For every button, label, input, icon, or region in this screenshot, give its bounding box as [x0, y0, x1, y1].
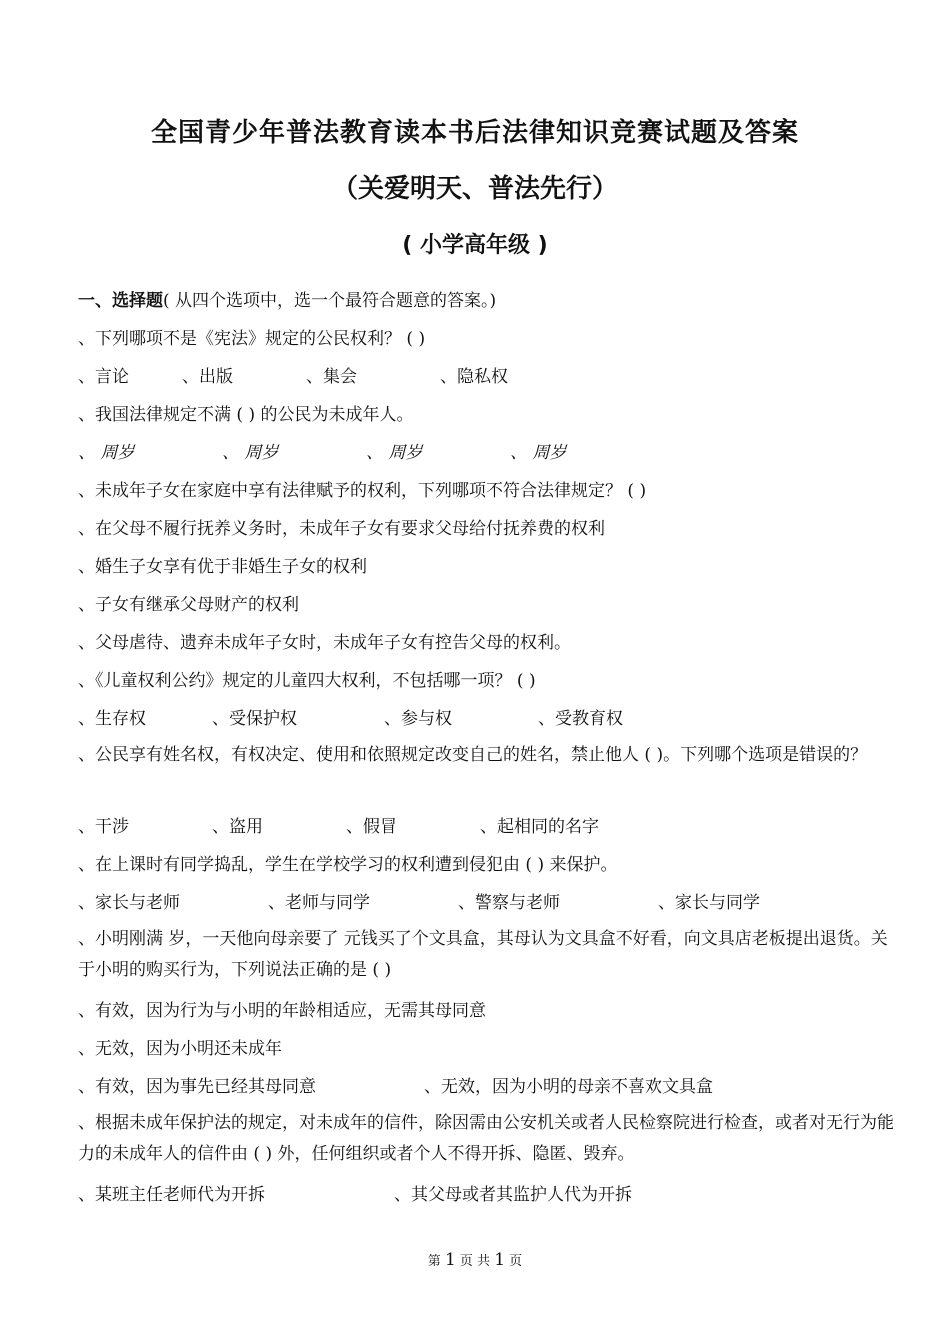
q7-option-b: 、无效，因为小明还未成年	[78, 1039, 282, 1059]
q6-option-c: 、警察与老师	[458, 893, 560, 913]
question-6-options	[78, 892, 760, 914]
footer-middle: 页 共	[459, 1254, 491, 1269]
q4-option-b: 、受保护权	[212, 709, 297, 729]
document-title: 全国青少年普法教育读本书后法律知识竞赛试题及答案	[150, 118, 799, 148]
q3-option-c: 、子女有继承父母财产的权利	[78, 595, 299, 615]
grade-level: ( 小学高年级 )	[402, 233, 548, 258]
section-note: ( 从四个选项中，选一个最符合题意的答案。)	[163, 291, 497, 311]
question-5-options	[78, 816, 599, 838]
q1-option-b: 、出版	[182, 367, 233, 387]
question-5-stem: 、公民享有姓名权，有权决定、使用和依照规定改变自己的姓名，禁止他人 ( )。下列哪个选项是错误的？	[78, 745, 868, 765]
question-2-stem: 、我国法律规定不满 ( ) 的公民为未成年人。	[78, 405, 414, 425]
question-8-options	[78, 1184, 632, 1206]
q1-option-d: 、隐私权	[440, 367, 508, 387]
question-4-options	[78, 708, 623, 730]
question-1-options	[78, 366, 508, 388]
q5-option-a: 、干涉	[78, 817, 129, 837]
question-3-stem: 、未成年子女在家庭中享有法律赋予的权利，下列哪项不符合法律规定？ ( )	[78, 481, 647, 501]
question-7-stem: 、小明刚满 岁，一天他向母亲要了 元钱买了个文具盒，其母认为文具盒不好看，向文具店老板提出退货。关于小明的购买行为，下列说法正确的是 ( )	[78, 929, 888, 980]
q3-option-a: 、在父母不履行抚养义务时，未成年子女有要求父母给付抚养费的权利	[78, 519, 605, 539]
footer-page-number: 1	[444, 1250, 456, 1270]
section-heading: 一、选择题	[78, 291, 163, 311]
footer-page-total: 1	[494, 1250, 506, 1270]
q6-option-d: 、家长与同学	[658, 893, 760, 913]
q1-option-a: 、言论	[78, 367, 129, 387]
q5-option-c: 、假冒	[346, 817, 397, 837]
q3-option-b: 、婚生子女享有优于非婚生子女的权利	[78, 557, 367, 577]
q7-option-d: 、无效，因为小明的母亲不喜欢文具盒	[424, 1077, 713, 1097]
question-8-stem: 、根据未成年保护法的规定，对未成年的信件，除因需由公安机关或者人民检察院进行检查，或者对无行为能力的未成年人的信件由 ( ) 外，任何组织或者个人不得开拆、隐匿、毁弃。	[78, 1113, 894, 1164]
page-footer	[0, 1250, 950, 1270]
q7-option-c: 、有效，因为事先已经其母同意	[78, 1077, 316, 1097]
document-subtitle: （关爱明天、普法先行）	[331, 174, 618, 204]
question-4-stem: 、《儿童权利公约》规定的儿童四大权利，不包括哪一项？ ( )	[78, 671, 536, 691]
question-7-options-row	[78, 1076, 713, 1098]
q5-option-b: 、盗用	[212, 817, 263, 837]
q1-option-c: 、集会	[306, 367, 357, 387]
q2-option-c: 、 周岁	[366, 443, 423, 463]
section-heading-row	[78, 290, 496, 312]
q5-option-d: 、起相同的名字	[480, 817, 599, 837]
q3-option-d: 、父母虐待、遗弃未成年子女时，未成年子女有控告父母的权利。	[78, 633, 571, 653]
q6-option-a: 、家长与老师	[78, 893, 180, 913]
question-1-stem: 、下列哪项不是《宪法》规定的公民权利？ ( )	[78, 329, 426, 349]
q4-option-c: 、参与权	[384, 709, 452, 729]
q2-option-b: 、 周岁	[222, 443, 279, 463]
q4-option-a: 、生存权	[78, 709, 146, 729]
q2-option-d: 、 周岁	[510, 443, 567, 463]
q7-option-a: 、有效，因为行为与小明的年龄相适应，无需其母同意	[78, 1001, 486, 1021]
footer-prefix: 第	[427, 1254, 441, 1269]
question-2-options	[78, 442, 566, 464]
q6-option-b: 、老师与同学	[268, 893, 370, 913]
q8-option-a: 、某班主任老师代为开拆	[78, 1185, 265, 1205]
question-6-stem: 、在上课时有同学捣乱，学生在学校学习的权利遭到侵犯由 ( ) 来保护。	[78, 855, 618, 875]
q2-option-a: 、 周岁	[78, 443, 135, 463]
footer-suffix: 页	[509, 1254, 523, 1269]
q8-option-b: 、其父母或者其监护人代为开拆	[394, 1185, 632, 1205]
q4-option-d: 、受教育权	[538, 709, 623, 729]
